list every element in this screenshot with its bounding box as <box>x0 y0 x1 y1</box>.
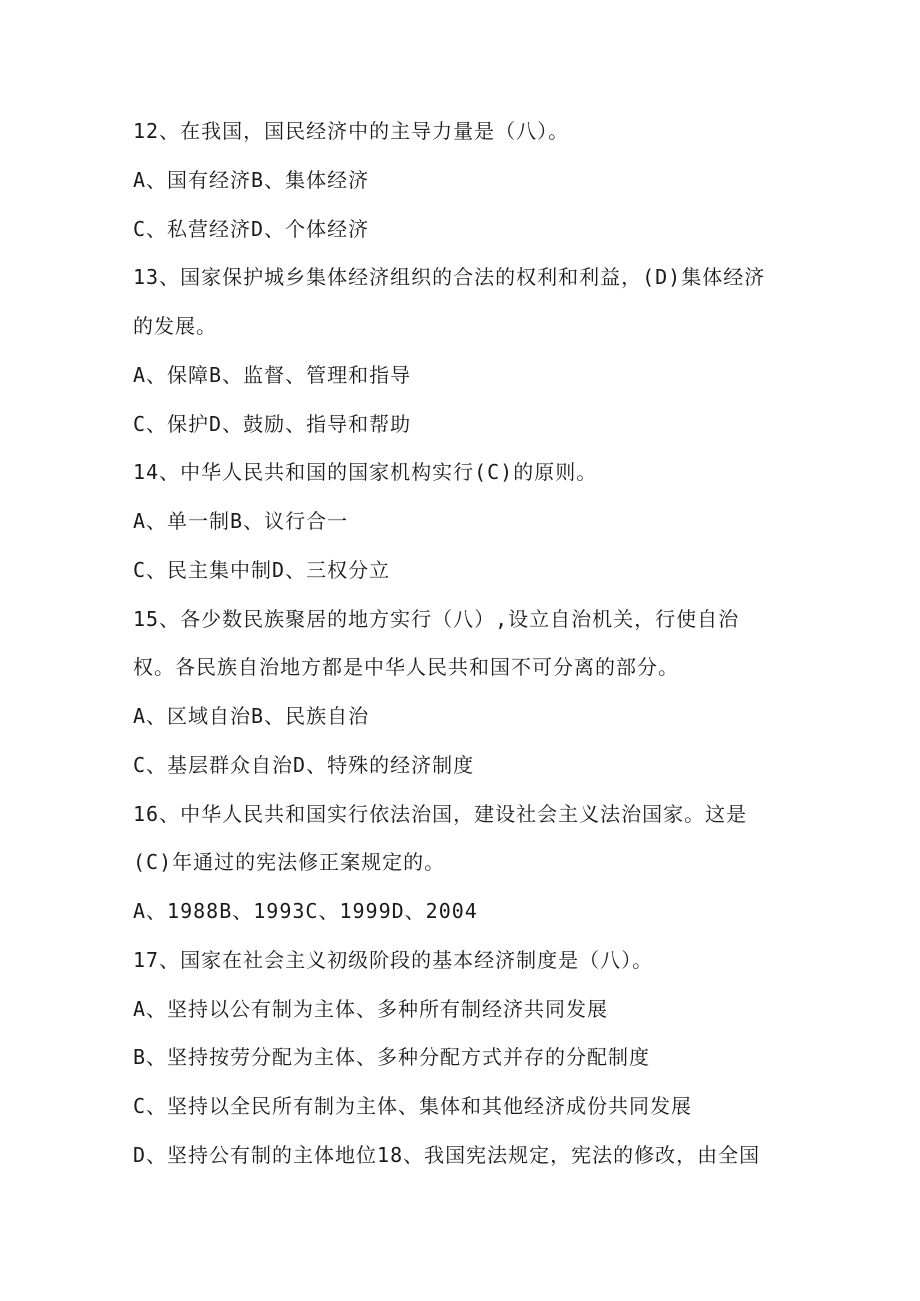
question-14-stem: 14、中华人民共和国的国家机构实行(C)的原则。 <box>133 460 598 485</box>
question-13-options-ab: A、保障B、监督、管理和指导 <box>133 362 412 387</box>
question-13-stem: 13、国家保护城乡集体经济组织的合法的权利和利益，(D)集体经济 <box>133 265 766 290</box>
question-14-options-ab: A、单一制B、议行合一 <box>133 509 349 533</box>
question-12-options-cd: C、私营经济D、个体经济 <box>133 216 370 241</box>
question-15-options-cd: C、基层群众自治D、特殊的经济制度 <box>133 752 475 777</box>
question-17-option-b: B、坚持按劳分配为主体、多种分配方式并存的分配制度 <box>133 1045 651 1070</box>
question-12-stem: 12、在我国，国民经济中的主导力量是（八）。 <box>133 119 570 143</box>
question-13-stem-continued: 的发展。 <box>133 314 217 338</box>
question-15-stem: 15、各少数民族聚居的地方实行（八）,设立自治机关，行使自治 <box>133 606 740 631</box>
question-17-option-c: C、坚持以全民所有制为主体、集体和其他经济成份共同发展 <box>133 1094 693 1118</box>
question-16-stem: 16、中华人民共和国实行依法治国，建设社会主义法治国家。这是 <box>133 801 748 826</box>
question-12-options-ab: A、国有经济B、集体经济 <box>133 167 370 192</box>
question-16-stem-continued: (C)年通过的宪法修正案规定的。 <box>133 850 446 875</box>
question-15-stem-continued: 权。各民族自治地方都是中华人民共和国不可分离的部分。 <box>133 655 679 680</box>
question-16-options: A、1988B、1993C、1999D、2004 <box>133 899 478 923</box>
question-17-option-d-and-18-stem: D、坚持公有制的主体地位18、我国宪法规定，宪法的修改，由全国 <box>133 1142 761 1167</box>
question-17-option-a: A、坚持以公有制为主体、多种所有制经济共同发展 <box>133 996 609 1021</box>
question-17-stem: 17、国家在社会主义初级阶段的基本经济制度是（八）。 <box>133 947 654 972</box>
question-14-options-cd: C、民主集中制D、三权分立 <box>133 557 391 582</box>
question-15-options-ab: A、区域自治B、民族自治 <box>133 704 370 728</box>
question-text-block <box>133 111 783 1184</box>
question-13-options-cd: C、保护D、鼓励、指导和帮助 <box>133 411 412 436</box>
